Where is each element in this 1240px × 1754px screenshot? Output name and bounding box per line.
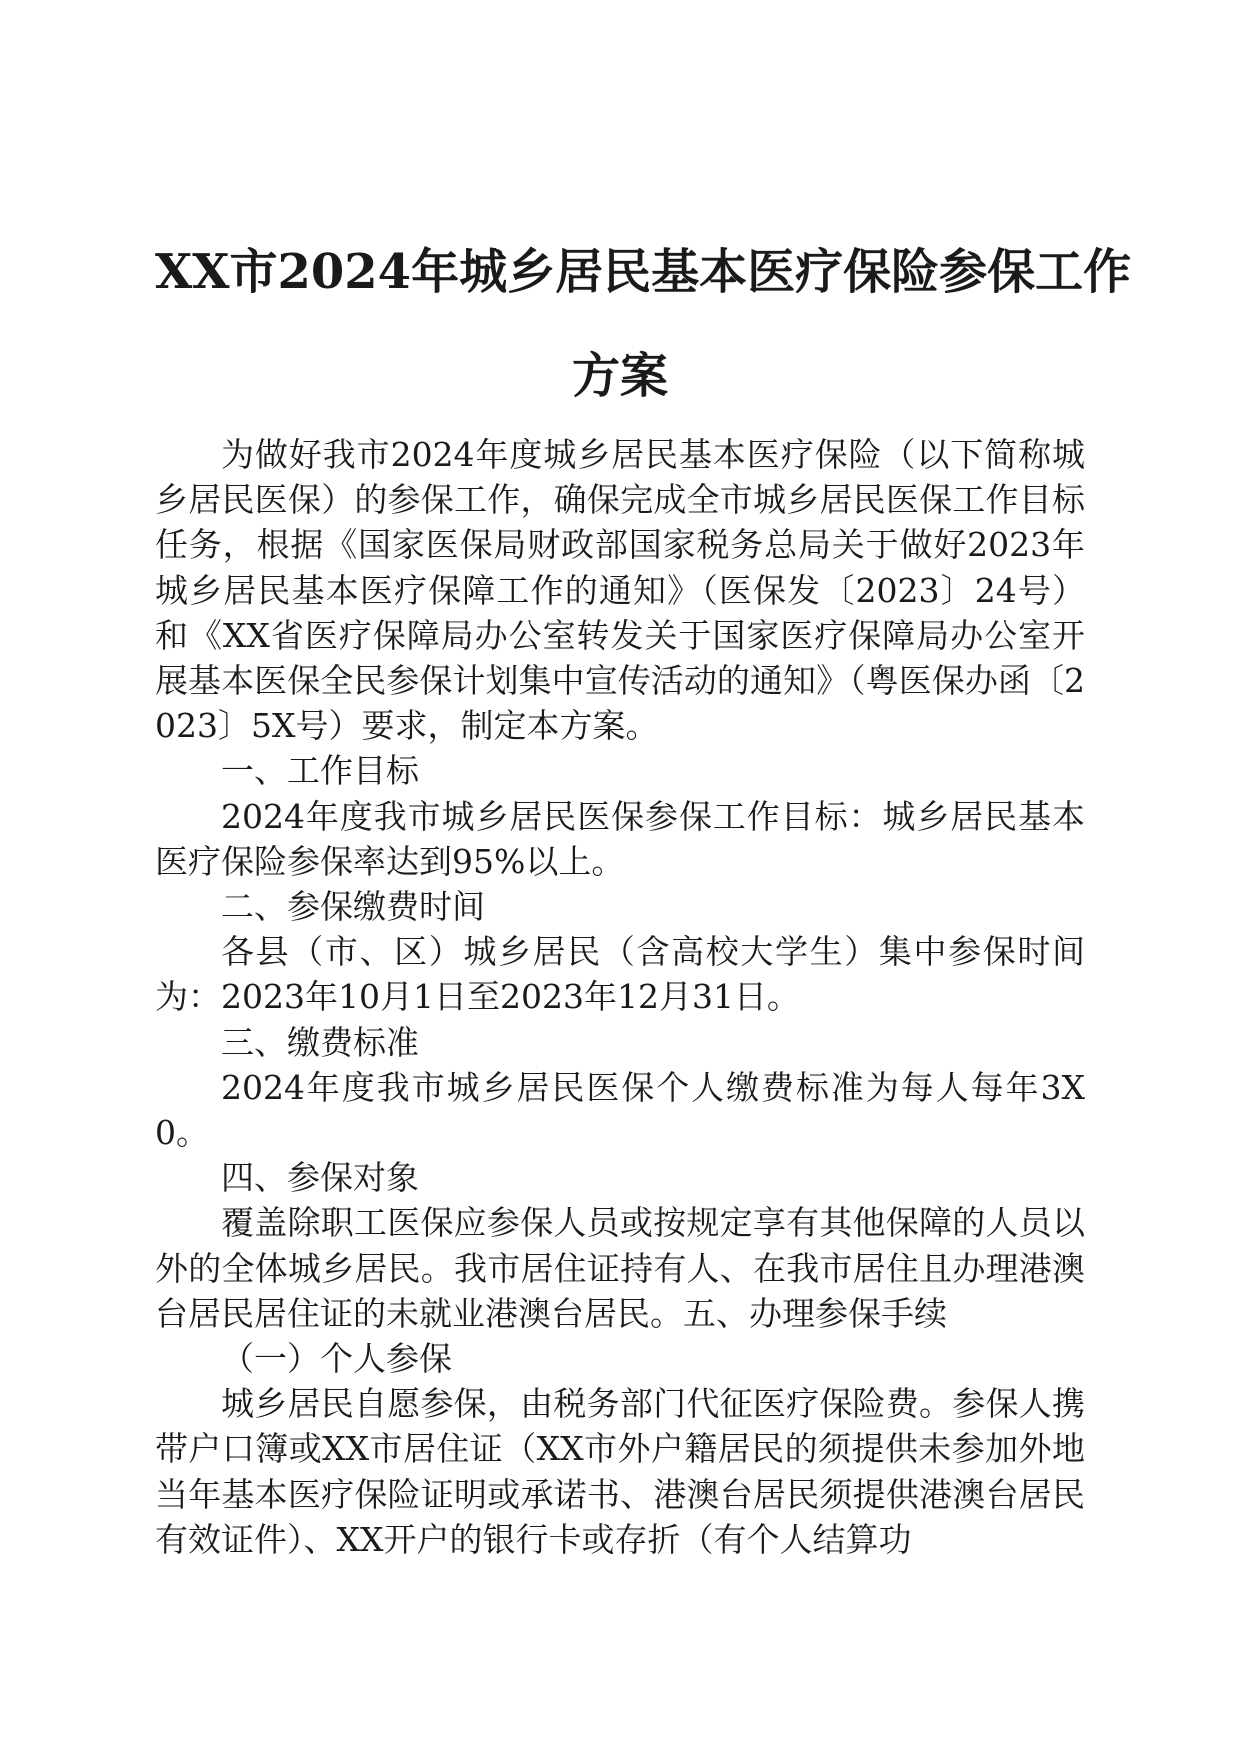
section-text-payment-standard: 2024年度我市城乡居民医保个人缴费标准为每人每年3X0。 [155, 1067, 1085, 1153]
document-body [155, 432, 1085, 1562]
section-heading-payment-standard: 三、缴费标准 [221, 1022, 419, 1062]
section-heading-insured-targets: 四、参保对象 [221, 1158, 419, 1198]
section-heading-individual-enrollment: （一）个人参保 [221, 1339, 452, 1379]
section-text-individual-enrollment: 城乡居民自愿参保，由税务部门代征医疗保险费。参保人携带户口簿或XX市居住证（XX市外户籍居民的须提供未参加外地当年基本医疗保险证明或承诺书、港澳台居民须提供港澳台居民有效证件）、XX开户的银行卡或存折（有个人结算功 [155, 1384, 1085, 1559]
document-title-line-1: XX市2024年城乡居民基本医疗保险参保工作 [155, 244, 1132, 300]
section-text-payment-time: 各县（市、区）城乡居民（含高校大学生）集中参保时间为：2023年10月1日至2023年12月31日。 [155, 932, 1085, 1017]
section-heading-work-goal: 一、工作目标 [221, 751, 419, 791]
section-text-work-goal: 2024年度我市城乡居民医保参保工作目标：城乡居民基本医疗保险参保率达到95%以上。 [155, 796, 1085, 881]
document-page [155, 244, 1132, 1562]
document-title-line-2: 方案 [571, 348, 668, 404]
section-text-insured-targets: 覆盖除职工医保应参保人员或按规定享有其他保障的人员以外的全体城乡居民。我市居住证持有人、在我市居住且办理港澳台居民居住证的未就业港澳台居民。五、办理参保手续 [155, 1203, 1085, 1333]
section-heading-payment-time: 二、参保缴费时间 [221, 887, 485, 927]
intro-paragraph: 为做好我市2024年度城乡居民基本医疗保险（以下简称城乡居民医保）的参保工作，确保完成全市城乡居民医保工作目标任务，根据《国家医保局财政部国家税务总局关于做好2023年城乡居民基本医疗保障工作的通知》（医保发〔2023〕24号）和《XX省医疗保障局办公室转发关于国家医疗保障局办公室开展基本医保全民参保计划集中宣传活动的通知》（粤医保办函〔2023〕5X号）要求，制定本方案。 [155, 435, 1085, 746]
